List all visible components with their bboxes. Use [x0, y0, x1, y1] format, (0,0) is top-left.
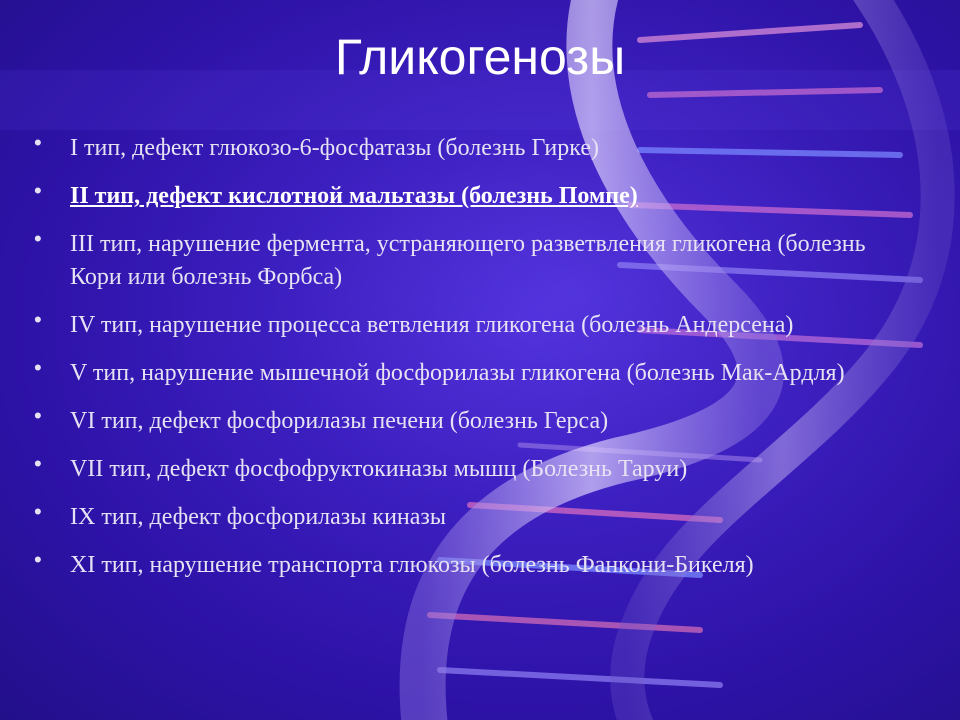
list-item-text: VI тип, дефект фосфорилазы печени (болезнь Герса) [70, 408, 609, 434]
list-item-text: IV тип, нарушение процесса ветвления гликогена (болезнь Андерсена) [70, 312, 794, 338]
list-item-text: II тип, дефект кислотной мальтазы (болезнь Помпе) [70, 183, 638, 209]
list-item [32, 405, 922, 438]
bullet-icon: • [34, 130, 42, 155]
slide-title: Гликогенозы [334, 29, 626, 85]
list-item-text: V тип, нарушение мышечной фосфорилазы гликогена (болезнь Мак-Ардля) [70, 360, 845, 386]
list-item-text: IX тип, дефект фосфорилазы киназы [70, 504, 447, 530]
bullet-icon: • [34, 499, 42, 524]
list-item-text: XI тип, нарушение транспорта глюкозы (болезнь Фанкони-Бикеля) [70, 552, 754, 578]
list-item [32, 357, 922, 390]
bullet-icon: • [34, 355, 42, 380]
list-item [32, 453, 922, 486]
list-item-text: VII тип, дефект фосфофруктокиназы мышц (Болезнь Таруи) [70, 456, 688, 482]
bullet-icon: • [34, 451, 42, 476]
bullet-icon: • [34, 178, 42, 203]
list-item-text: III тип, нарушение фермента, устраняющего разветвления гликогена (болезнь Кори или болезнь Форбса) [70, 231, 866, 290]
bullet-icon: • [34, 547, 42, 572]
list-item [32, 501, 922, 534]
list-item [32, 549, 922, 582]
list-item-text: I тип, дефект глюкозо-6-фосфатазы (болезнь Гирке) [70, 135, 599, 161]
list-item [32, 228, 922, 294]
bullet-list [32, 132, 922, 597]
bullet-icon: • [34, 307, 42, 332]
list-item [32, 309, 922, 342]
list-item [32, 180, 922, 213]
bullet-icon: • [34, 403, 42, 428]
bullet-icon: • [34, 226, 42, 251]
list-item [32, 132, 922, 165]
